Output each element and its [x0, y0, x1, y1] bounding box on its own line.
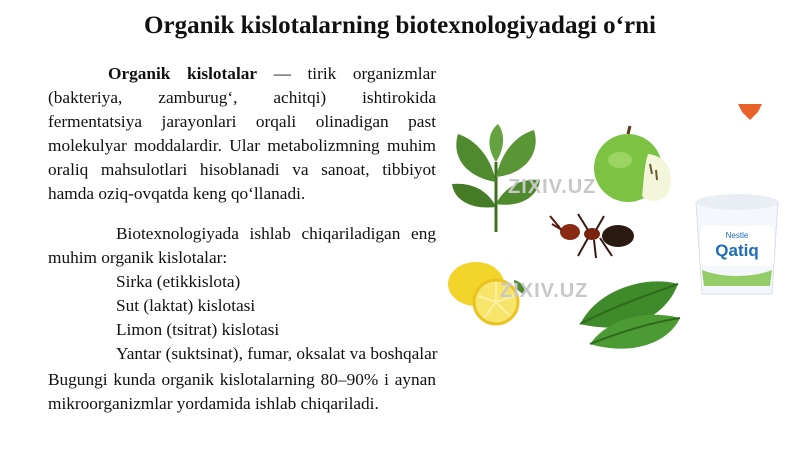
intro-term: Organik kislotalar — [108, 64, 258, 83]
orange-package-corner — [738, 104, 762, 120]
acid-item: Sirka (etikkislota) — [116, 272, 241, 291]
ant-image — [548, 210, 644, 260]
acids-list-intro: Biotexnologiyada ishlab chiqariladigan eng muhim organik kislotalar: — [48, 224, 436, 267]
green-apple-image — [590, 124, 680, 206]
organic-acid-sources-illustration — [440, 98, 800, 368]
intro-paragraph — [48, 62, 436, 206]
watermark-text: ZIXIV.UZ — [508, 176, 597, 198]
acid-item: Yantar (suktsinat), fumar, oksalat va boshqalar — [116, 344, 438, 363]
intro-definition: — tirik organizmlar (bakteriya, zamburug‘, achitqi) ishtirokida fermentatsiya jarayonlari orqali olinadigan past molekulyar moddalardir. Ular metabolizmning muhim oraliq mahsulotlari hisoblanadi va sanoat, tibbiyot hamda oziq-ovqatda keng qo‘llanadi. — [48, 64, 436, 203]
slide-title: Organik kislotalarning biotexnologiyadagi o‘rni — [144, 12, 656, 39]
yogurt-label-text: Qatiq — [715, 241, 759, 260]
acid-item: Sut (laktat) kislotasi — [116, 296, 256, 315]
watermark-text: ZIXIV.UZ — [500, 280, 589, 302]
yogurt-cup-image — [692, 190, 782, 300]
summary-paragraph: Bugungi kunda organik kislotalarning 80–90% i aynan mikroorganizmlar yordamida ishlab chiqariladi. — [48, 370, 436, 413]
yogurt-brand-text: Nestle — [725, 231, 749, 240]
acids-list — [48, 222, 436, 366]
acid-item: Limon (tsitrat) kislotasi — [116, 320, 280, 339]
